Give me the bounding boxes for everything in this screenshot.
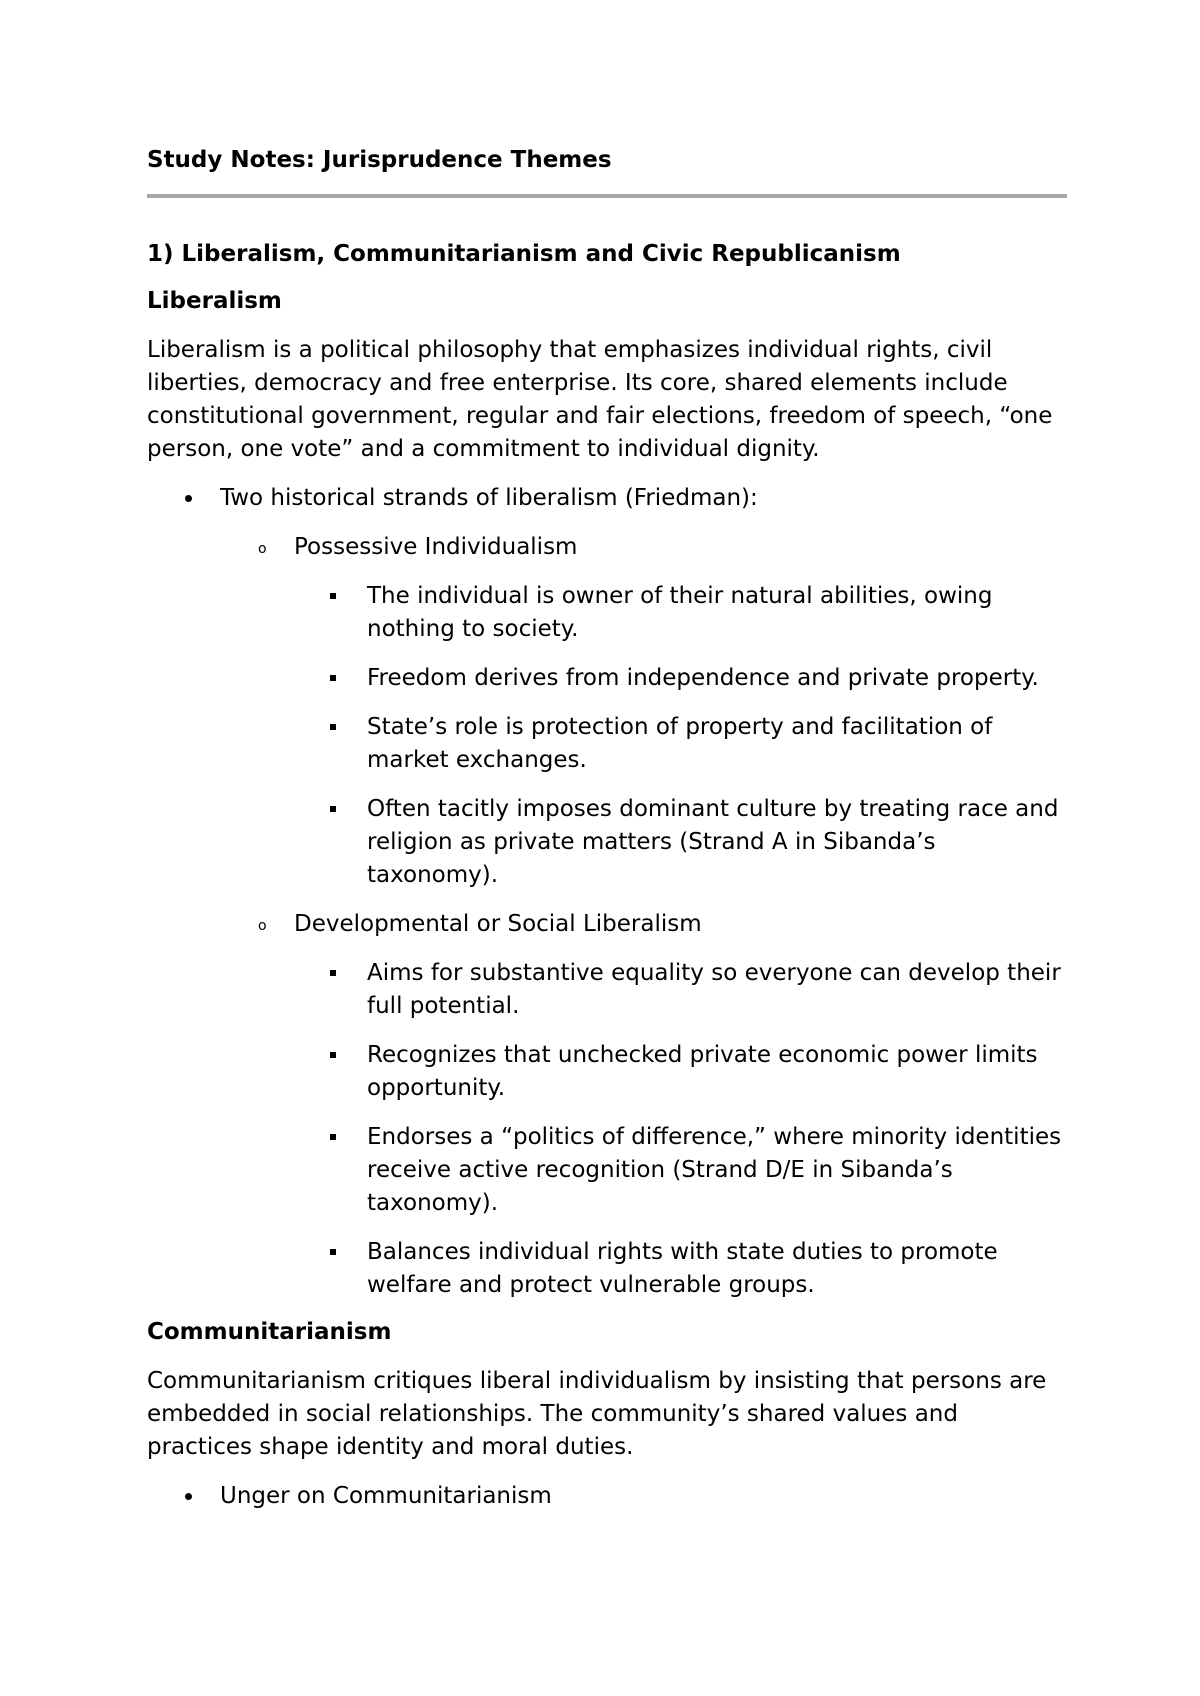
liberalism-heading: Liberalism [147,288,282,314]
document-page [147,140,1067,1513]
list-item [147,1121,1067,1220]
list-item-text: Unger on Communitarianism [220,1483,552,1509]
square-bullet-icon [330,1052,336,1058]
list-item [147,662,1067,695]
title-divider [147,194,1067,198]
square-bullet-icon [330,970,336,976]
list-item [147,957,1067,1023]
list-item [147,793,1067,892]
list-item-text: Possessive Individualism [294,534,578,560]
list-item-text: Often tacitly imposes dominant culture by treating race and religion as private matters (Strand A in Sibanda’s taxonomy). [367,796,1059,888]
square-bullet-icon [330,724,336,730]
square-bullet-icon [330,675,336,681]
list-item-text: Balances individual rights with state duties to promote welfare and protect vulnerable groups. [367,1239,998,1298]
square-bullet-icon [330,1134,336,1140]
list-item-text: The individual is owner of their natural abilities, owing nothing to society. [367,583,993,642]
list-item-text: Endorses a “politics of difference,” where minority identities receive active recognition (Strand D/E in Sibanda’s taxonomy). [367,1124,1062,1216]
list-item [147,1039,1067,1105]
list-item [147,711,1067,777]
list-item [147,482,1067,515]
circle-bullet-icon: o [258,541,267,557]
bullet-icon [185,495,192,502]
circle-bullet-icon: o [258,918,267,934]
liberalism-paragraph: Liberalism is a political philosophy that emphasizes individual rights, civil liberties, democracy and free enterprise. Its core, shared elements include constitutional government, regular and fair elections, freedom of speech, “one person, one vote” and a commitment to individual dignity. [147,337,1053,462]
list-item-text: Developmental or Social Liberalism [294,911,702,937]
communitarianism-paragraph: Communitarianism critiques liberal individualism by insisting that persons are embedded in social relationships. The community’s shared values and practices shape identity and moral duties. [147,1368,1047,1460]
square-bullet-icon [330,1249,336,1255]
list-item [147,1480,1067,1513]
bullet-icon [185,1493,192,1500]
list-item-text: Aims for substantive equality so everyone can develop their full potential. [367,960,1061,1019]
communitarianism-heading: Communitarianism [147,1319,392,1345]
list-item [147,1236,1067,1302]
list-item [147,531,1067,564]
square-bullet-icon [330,806,336,812]
list-item [147,908,1067,941]
section-heading: 1) Liberalism, Communitarianism and Civic Republicanism [147,241,901,267]
list-item-text: State’s role is protection of property and facilitation of market exchanges. [367,714,993,773]
document-title: Study Notes: Jurisprudence Themes [147,147,612,173]
list-item-text: Freedom derives from independence and private property. [367,665,1039,691]
square-bullet-icon [330,593,336,599]
list-item-text: Two historical strands of liberalism (Friedman): [220,485,758,511]
list-item-text: Recognizes that unchecked private economic power limits opportunity. [367,1042,1038,1101]
list-item [147,580,1067,646]
